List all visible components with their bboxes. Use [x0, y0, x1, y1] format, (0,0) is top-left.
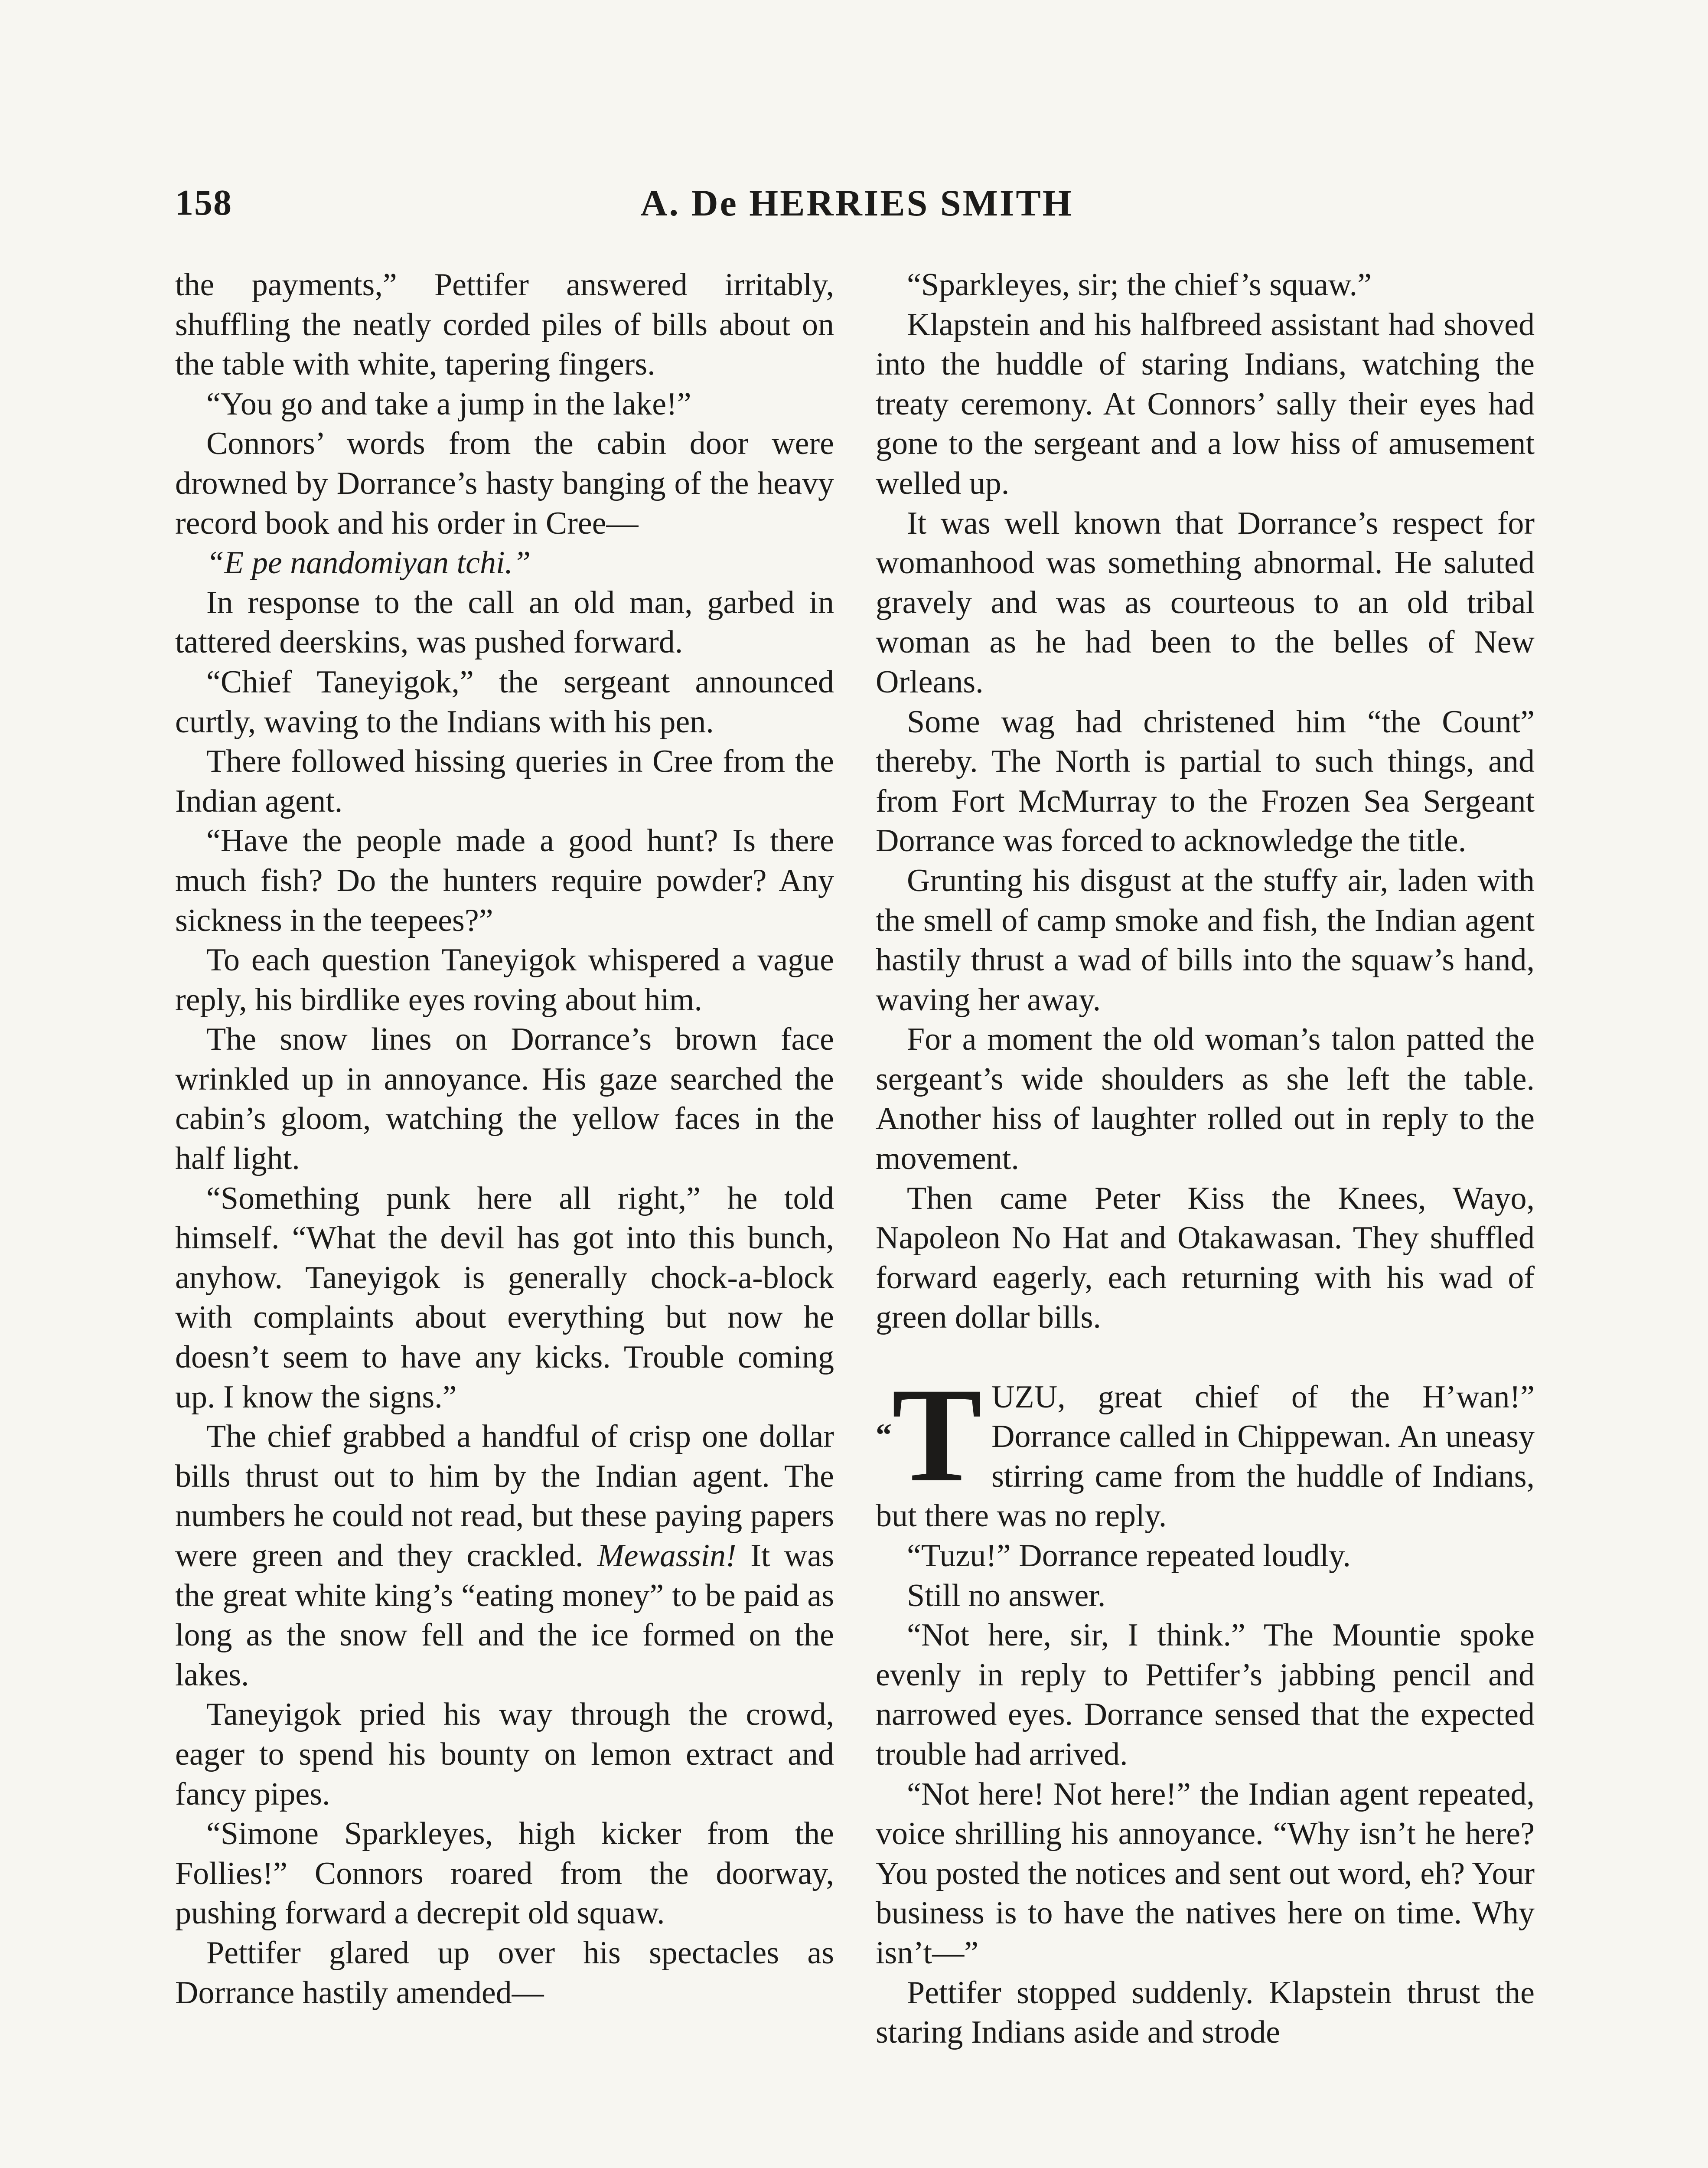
paragraph: the payments,” Pettifer answered irritably, shuffling the neatly corded piles of bills about on the table with white, tapering fingers.: [175, 267, 834, 382]
paragraph: “Simone Sparkleyes, high kicker from the Follies!” Connors roared from the doorway, pushing forward a decrepit old squaw.: [175, 1816, 834, 1931]
paragraph: Some wag had christened him “the Count” thereby. The North is partial to such things, and from Fort McMurray to the Frozen Sea Sergeant Dorrance was forced to acknowledge the title.: [876, 704, 1535, 859]
paragraph: The snow lines on Dorrance’s brown face wrinkled up in annoyance. His gaze searched the cabin’s gloom, watching the yellow faces in the half light.: [175, 1022, 834, 1177]
author-header: A. De HERRIES SMITH: [640, 182, 1073, 224]
paragraph: Klapstein and his halfbreed assistant had shoved into the huddle of staring Indians, watching the treaty ceremony. At Connors’ sally their eyes had gone to the sergeant and a low hiss of amusement welled up.: [876, 307, 1535, 501]
paragraph: “Not here, sir, I think.” The Mountie spoke evenly in reply to Pettifer’s jabbing pencil and narrowed eyes. Dorrance sensed that the expected trouble had arrived.: [876, 1617, 1535, 1772]
cree-phrase: “E pe nandomiyan tchi.”: [206, 545, 531, 581]
paragraph: Pettifer glared up over his spectacles as Dorrance hastily amended—: [175, 1935, 834, 2011]
drop-cap-quote: “: [876, 1417, 892, 1453]
paragraph: “Something punk here all right,” he told himself. “What the devil has got into this bunch, anyhow. Taneyigok is generally chock-a-block with complaints about everything but now he doesn’t seem to have any kicks. Trouble coming up. I know the signs.”: [175, 1180, 834, 1415]
paragraph: For a moment the old woman’s talon patted the sergeant’s wide shoulders as she left the table. Another hiss of laughter rolled out in reply to the movement.: [876, 1022, 1535, 1177]
paragraph: Then came Peter Kiss the Knees, Wayo, Napoleon No Hat and Otakawasan. They shuffled forward eagerly, each returning with his wad of green dollar bills.: [876, 1180, 1535, 1335]
right-column: [876, 265, 1535, 2053]
italic-word: Mewassin!: [597, 1538, 737, 1574]
section-start-paragraph: [876, 1360, 1535, 1536]
paragraph: [175, 1417, 834, 1695]
paragraph: Connors’ words from the cabin door were drowned by Dorrance’s hasty banging of the heavy record book and his order in Cree—: [175, 426, 834, 541]
paragraph: “Have the people made a good hunt? Is there much fish? Do the hunters require powder? Any sickness in the teepees?”: [175, 823, 834, 938]
paragraph-text: It was the great white king’s “eating money” to be paid as long as the snow fell and the ice formed on the lakes.: [175, 1538, 834, 1693]
paragraph: Taneyigok pried his way through the crowd, eager to spend his bounty on lemon extract and fancy pipes.: [175, 1697, 834, 1812]
paragraph: “Tuzu!” Dorrance repeated loudly.: [907, 1538, 1351, 1574]
paragraph: “Chief Taneyigok,” the sergeant announced curtly, waving to the Indians with his pen.: [175, 664, 834, 740]
paragraph-text: UZU, great chief of the H’wan!” Dorrance called in Chippewan. An uneasy stirring came from the huddle of Indians, but there was no reply.: [876, 1379, 1535, 1534]
paragraph: Grunting his disgust at the stuffy air, laden with the smell of camp smoke and fish, the Indian agent hastily thrust a wad of bills into the squaw’s hand, waving her away.: [876, 862, 1535, 1018]
page-number: 158: [175, 183, 232, 223]
paragraph-text: The chief grabbed a handful of crisp one dollar bills thrust out to him by the Indian agent. The numbers he could not read, but these paying papers were green and they crackled.: [175, 1419, 834, 1574]
paragraph: [175, 543, 834, 583]
drop-cap: [876, 1360, 982, 1510]
drop-cap-letter: T: [892, 1360, 982, 1510]
paragraph: “Not here! Not here!” the Indian agent repeated, voice shrilling his annoyance. “Why isn’t he here? You posted the notices and sent out word, eh? Your business is to have the natives here on time. Why isn’t—”: [876, 1776, 1535, 1971]
paragraph: There followed hissing queries in Cree from the Indian agent.: [175, 744, 834, 819]
left-column: [175, 265, 834, 2013]
paragraph: “Sparkleyes, sir; the chief’s squaw.”: [907, 267, 1372, 303]
paragraph: Pettifer stopped suddenly. Klapstein thrust the staring Indians aside and strode: [876, 1975, 1535, 2050]
running-head: [175, 177, 1539, 229]
paragraph: Still no answer.: [907, 1577, 1106, 1613]
paragraph: “You go and take a jump in the lake!”: [206, 386, 691, 422]
paragraph: In response to the call an old man, garbed in tattered deerskins, was pushed forward.: [175, 584, 834, 660]
paragraph: To each question Taneyigok whispered a vague reply, his birdlike eyes roving about him.: [175, 942, 834, 1018]
paragraph: It was well known that Dorrance’s respect for womanhood was something abnormal. He saluted gravely and was as courteous to an old tribal woman as he had been to the belles of New Orleans.: [876, 505, 1535, 700]
